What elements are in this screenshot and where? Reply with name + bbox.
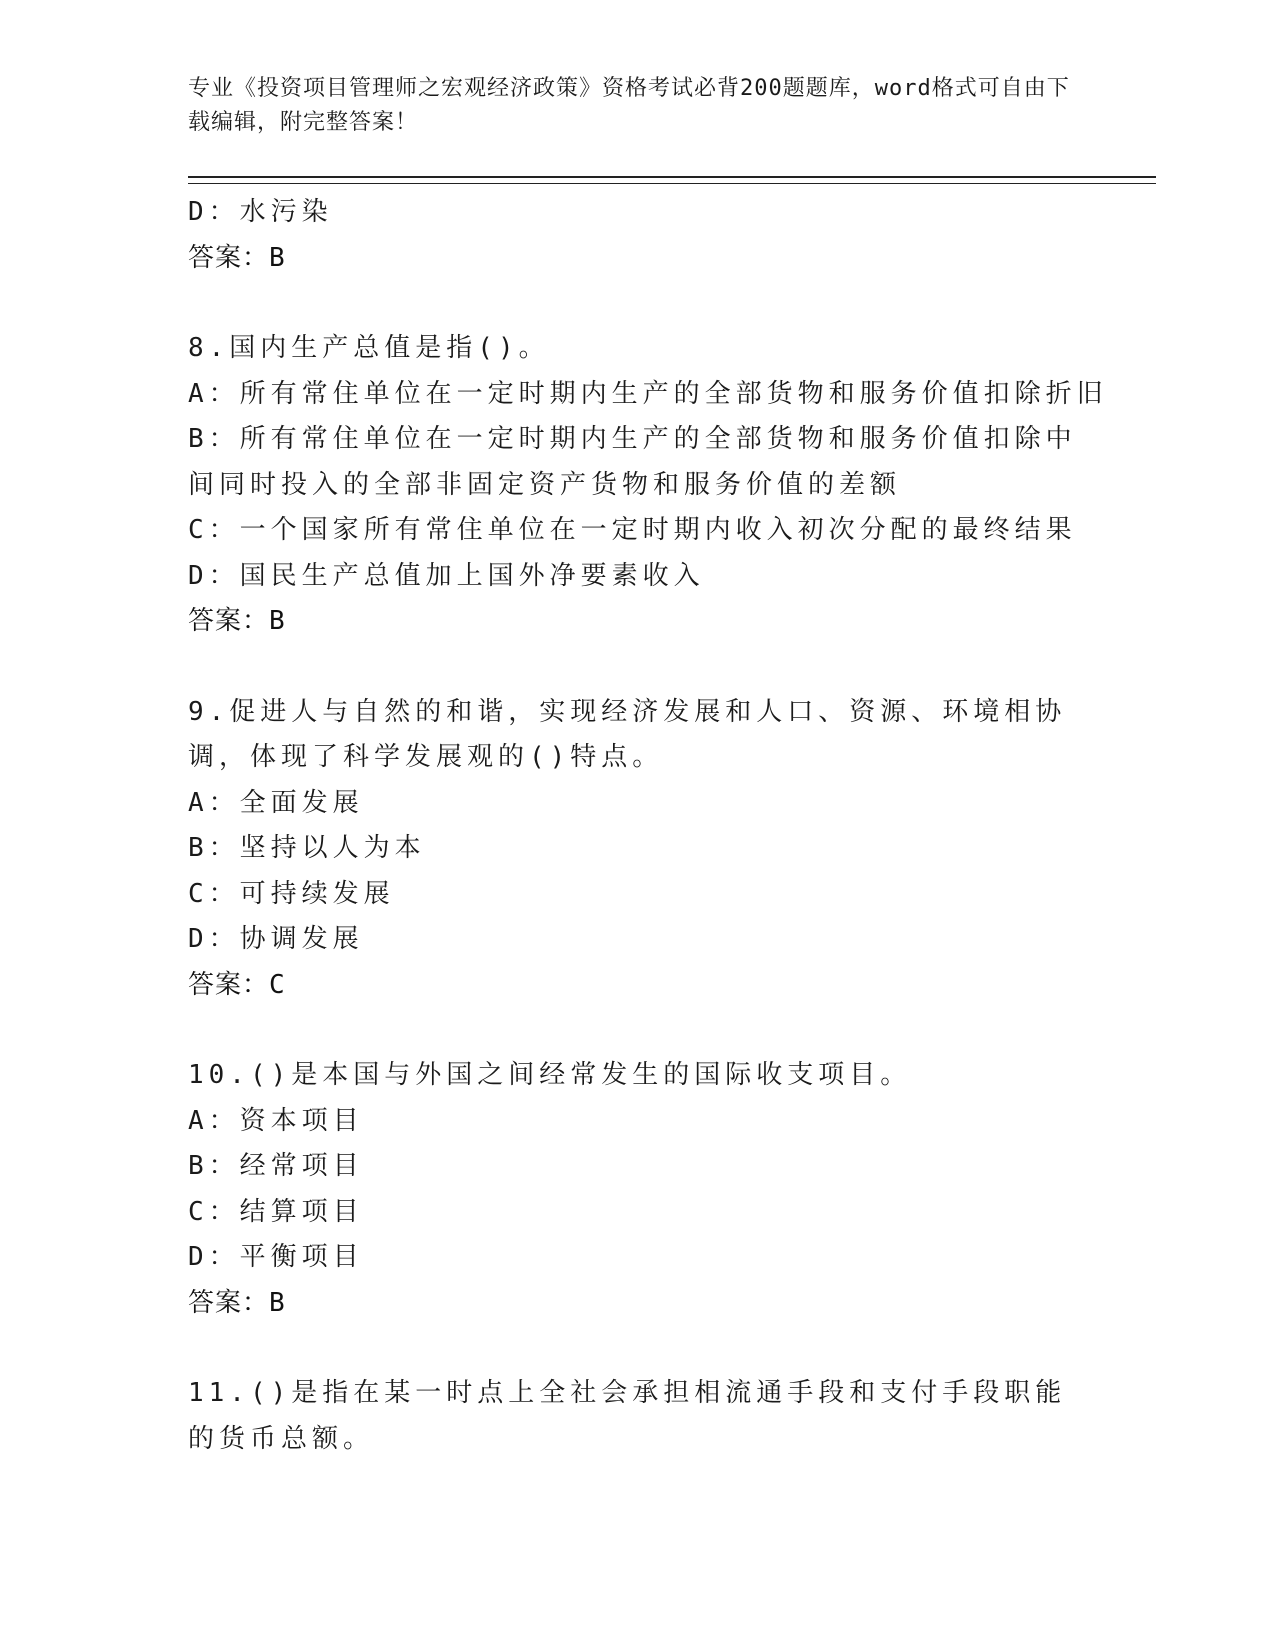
spacer <box>188 1008 1156 1053</box>
answer-label: 答案： <box>188 606 270 636</box>
option-d: D：协调发展 <box>188 924 364 954</box>
spacer <box>188 645 1156 690</box>
document-page <box>188 72 1156 1462</box>
question-stem: 11.()是指在某一时点上全社会承担相流通手段和支付手段职能的货币总额。 <box>188 1378 1067 1454</box>
answer-value: C <box>269 969 286 1000</box>
option-b: B：经常项目 <box>188 1151 364 1181</box>
answer <box>188 1281 1156 1327</box>
option-a: A：所有常住单位在一定时期内生产的全部货物和服务价值扣除折旧 <box>188 378 1108 409</box>
option-a: A：全面发展 <box>188 787 364 818</box>
answer-value: B <box>269 1287 286 1318</box>
option-a: A：资本项目 <box>188 1105 364 1136</box>
answer <box>188 963 1156 1009</box>
question-stem: 8.国内生产总值是指()。 <box>188 333 550 363</box>
answer <box>188 236 1156 282</box>
answer <box>188 599 1156 645</box>
option-b: B：所有常住单位在一定时期内生产的全部货物和服务价值扣除中间同时投入的全部非固定资产货物和服务价值的差额 <box>188 424 1077 500</box>
document-header: 专业《投资项目管理师之宏观经济政策》资格考试必背200题题库，word格式可自由下载编辑，附完整答案！ <box>188 76 1070 135</box>
option-b: B：坚持以人为本 <box>188 833 426 863</box>
option-c: C：可持续发展 <box>188 878 395 909</box>
option-d: D：国民生产总值加上国外净要素收入 <box>188 560 705 591</box>
spacer <box>188 1326 1156 1371</box>
answer-value: B <box>269 242 286 273</box>
header-divider <box>188 176 1156 184</box>
option-c: C：结算项目 <box>188 1196 364 1227</box>
option-d: D：水污染 <box>188 197 333 227</box>
option-d: D：平衡项目 <box>188 1242 364 1272</box>
answer-label: 答案： <box>188 969 270 1000</box>
option-c: C：一个国家所有常住单位在一定时期内收入初次分配的最终结果 <box>188 515 1077 545</box>
answer-label: 答案： <box>188 242 270 273</box>
answer-value: B <box>269 606 286 636</box>
question-stem: 9.促进人与自然的和谐，实现经济发展和人口、资源、环境相协调，体现了科学发展观的()特点。 <box>188 696 1067 772</box>
answer-label: 答案： <box>188 1287 270 1318</box>
spacer <box>188 281 1156 326</box>
question-stem: 10.()是本国与外国之间经常发生的国际收支项目。 <box>188 1060 912 1090</box>
